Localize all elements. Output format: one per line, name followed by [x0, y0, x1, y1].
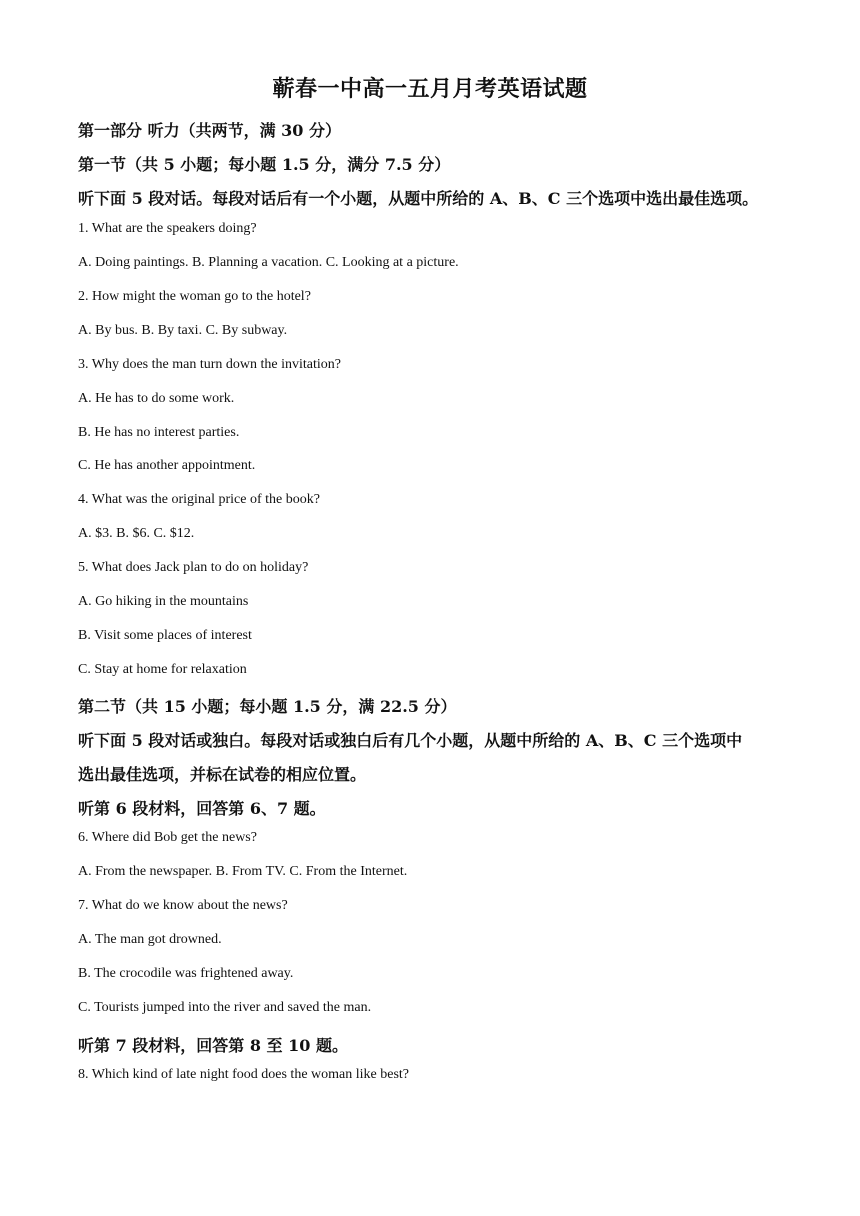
question-line: 4. What was the original price of the book?: [78, 492, 320, 507]
question-line: A. From the newspaper. B. From TV. C. From the Internet.: [78, 864, 408, 879]
question-line: 7. What do we know about the news?: [78, 898, 288, 913]
question-line: A. He has to do some work.: [78, 391, 235, 406]
question-line: B. He has no interest parties.: [78, 425, 240, 440]
section-heading: 听下面 5 段对话或独白。每段对话或独白后有几个小题，从题中所给的 A、B、C 三个选项中: [78, 731, 743, 750]
question-line: A. Doing paintings. B. Planning a vacation. C. Looking at a picture.: [78, 255, 459, 270]
question-line: 5. What does Jack plan to do on holiday?: [78, 560, 309, 575]
question-line: C. Tourists jumped into the river and saved the man.: [78, 1000, 372, 1015]
question-line: A. The man got drowned.: [78, 932, 222, 947]
section-heading: 听下面 5 段对话。每段对话后有一个小题，从题中所给的 A、B、C 三个选项中选出最佳选项。: [78, 189, 759, 208]
question-line: 8. Which kind of late night food does the woman like best?: [78, 1067, 410, 1082]
page-title: 蕲春一中高一五月月考英语试题: [272, 76, 588, 102]
section-heading: 第一部分 听力（共两节，满 30 分）: [78, 121, 341, 140]
question-line: A. By bus. B. By taxi. C. By subway.: [78, 323, 288, 338]
question-line: 1. What are the speakers doing?: [78, 221, 257, 236]
question-line: C. Stay at home for relaxation: [78, 662, 247, 677]
question-line: C. He has another appointment.: [78, 458, 256, 473]
question-line: 2. How might the woman go to the hotel?: [78, 289, 311, 304]
question-line: B. The crocodile was frightened away.: [78, 966, 294, 981]
question-line: B. Visit some places of interest: [78, 628, 252, 643]
question-line: A. Go hiking in the mountains: [78, 594, 249, 609]
question-line: A. $3. B. $6. C. $12.: [78, 526, 195, 541]
section-heading: 听第 6 段材料，回答第 6、7 题。: [78, 799, 326, 818]
section-heading: 选出最佳选项，并标在试卷的相应位置。: [78, 765, 367, 784]
section-heading: 第二节（共 15 小题；每小题 1.5 分，满 22.5 分）: [78, 697, 457, 716]
section-heading: 第一节（共 5 小题；每小题 1.5 分，满分 7.5 分）: [78, 155, 451, 174]
question-line: 6. Where did Bob get the news?: [78, 830, 257, 845]
section-heading: 听第 7 段材料，回答第 8 至 10 题。: [78, 1036, 348, 1055]
question-line: 3. Why does the man turn down the invitation?: [78, 357, 341, 372]
